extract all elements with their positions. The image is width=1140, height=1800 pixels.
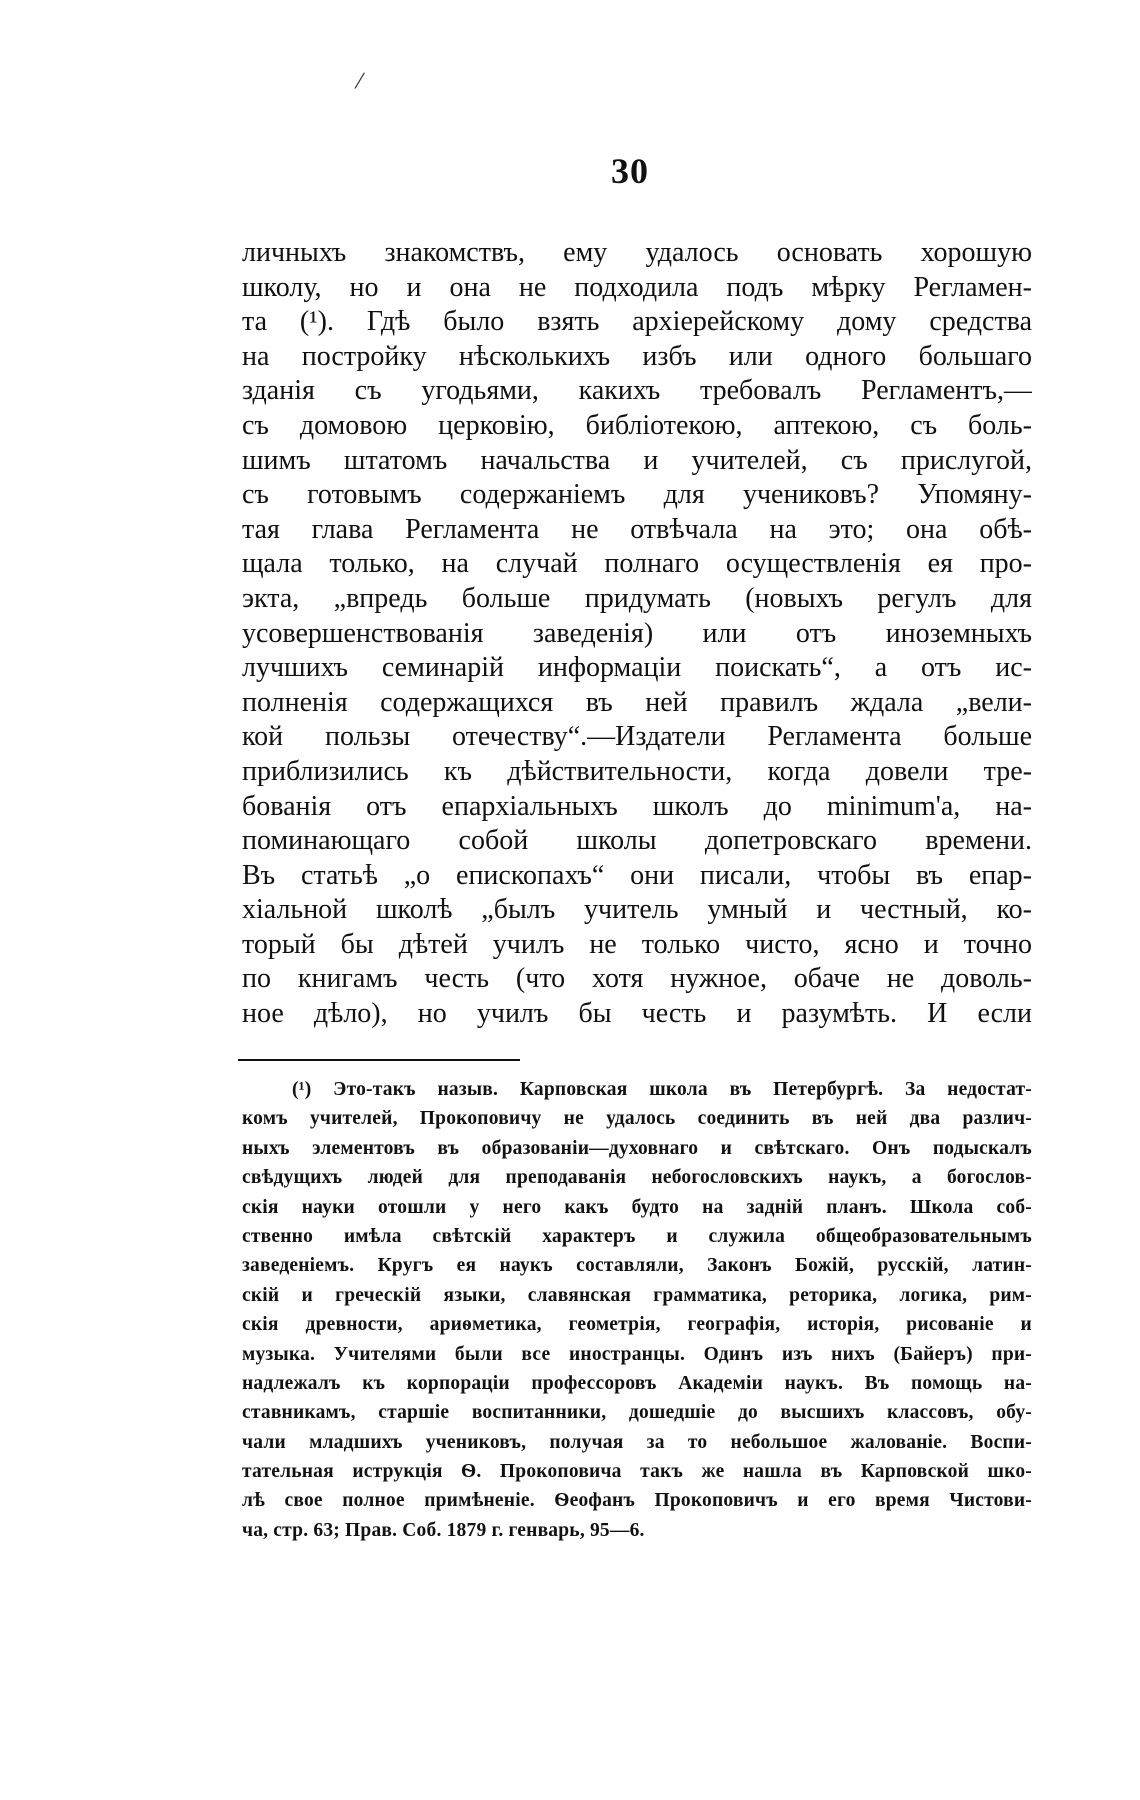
footnote-line: лѣ свое полное примѣненіе. Ѳеофанъ Прокоповичъ и его время Чистови- [242,1490,1032,1512]
text-line: Въ статьѣ „о епископахъ“ они писали, чтобы въ епар- [242,859,1032,891]
page-number: 30 [611,151,649,191]
text-line: тая глава Регламента не отвѣчала на это; она обѣ- [242,513,1032,545]
text-line: лучшихъ семинарій информаціи поискать“, а отъ ис- [242,652,1032,684]
text-line: поминающаго собой школы допетровскаго времени. [242,825,1032,857]
footnote-line: скія древности, ариѳметика, геометрія, географія, исторія, рисованіе и [242,1314,1032,1336]
footnote-line: ставникамъ, старшіе воспитанники, дошедшіе до высшихъ классовъ, обу- [242,1402,1032,1424]
text-line: личныхъ знакомствъ, ему удалось основать хорошую [242,237,1032,268]
text-line: зданія съ угодьями, какихъ требовалъ Регламентъ,— [242,375,1032,407]
footnote-line: музыка. Учителями были все иностранцы. Одинъ изъ нихъ (Байеръ) при- [242,1343,1032,1365]
text-line: шимъ штатомъ начальства и учителей, съ прислугой, [242,444,1032,476]
text-line: кой пользы отечеству“.—Издатели Регламента больше [242,721,1032,753]
footnote-line: надлежалъ къ корпораціи профессоровъ Академіи наукъ. Въ помощь на- [242,1372,1032,1394]
footnote-divider [238,1059,520,1061]
text-line: хіальной школѣ „былъ учитель умный и честный, ко- [242,894,1032,926]
text-line: съ готовымъ содержаніемъ для учениковъ? Упомяну- [242,479,1032,511]
text-line: на постройку нѣсколькихъ избъ или одного большаго [242,340,1032,372]
text-line: полненія содержащихся въ ней правилъ ждала „вели- [242,686,1032,718]
stray-mark: / [353,65,367,96]
text-line: по книгамъ честь (что хотя нужное, обаче не доволь- [242,963,1032,995]
footnote-line: ча, стр. 63; Прав. Соб. 1879 г. генварь, 95—6. [242,1519,645,1541]
text-line: экта, „впредь больше придумать (новыхъ регулъ для [242,582,1032,614]
footnote-line: заведеніемъ. Кругъ ея наукъ составляли, Законъ Божій, русскій, латин- [242,1255,1032,1277]
text-line: съ домовою церковію, библіотекою, аптекою, съ боль- [242,409,1032,441]
footnote-line: чали младшихъ учениковъ, получая за то небольшое жалованіе. Воспи- [242,1431,1032,1453]
text-line: приблизились къ дѣйствительности, когда довели тре- [242,755,1032,787]
text-line: школу, но и она не подходила подъ мѣрку Регламен- [242,271,1032,303]
footnote-line: свѣдущихъ людей для преподаванія небогословскихъ наукъ, а богослов- [242,1167,1032,1189]
text-line: бованія отъ епархіальныхъ школъ до minimum'а, на- [242,790,1032,822]
footnote-line: скій и греческій языки, славянская грамматика, реторика, логика, рим- [242,1284,1032,1306]
main-text [242,236,1032,1032]
footnote-line: ственно имѣла свѣтскій характеръ и служила общеобразовательнымъ [242,1225,1032,1247]
text-line: ное дѣло), но училъ бы честь и разумѣть. И если [242,998,1032,1030]
footnote-line: скія науки отошли у него какъ будто на задній планъ. Школа соб- [242,1196,1032,1218]
footnote-line: тательная иструкція Ѳ. Прокоповича такъ же нашла въ Карповской шко- [242,1461,1032,1483]
text-line: та (¹). Гдѣ было взять архіерейскому дому средства [242,306,1032,338]
footnote-line: комъ учителей, Прокоповичу не удалось соединить въ ней два различ- [242,1108,1032,1130]
footnote [242,1075,1032,1545]
text-line: щала только, на случай полнаго осуществленія ея про- [242,548,1032,580]
text-line: усовершенствованія заведенія) или отъ иноземныхъ [242,617,1032,649]
footnote-line: (¹) Это-такъ назыв. Карповская школа въ Петербургѣ. За недостат- [292,1079,1032,1100]
text-line: торый бы дѣтей училъ не только чисто, ясно и точно [242,928,1032,960]
footnote-line: ныхъ элементовъ въ образованіи—духовнаго и свѣтскаго. Онъ подыскалъ [242,1137,1032,1159]
